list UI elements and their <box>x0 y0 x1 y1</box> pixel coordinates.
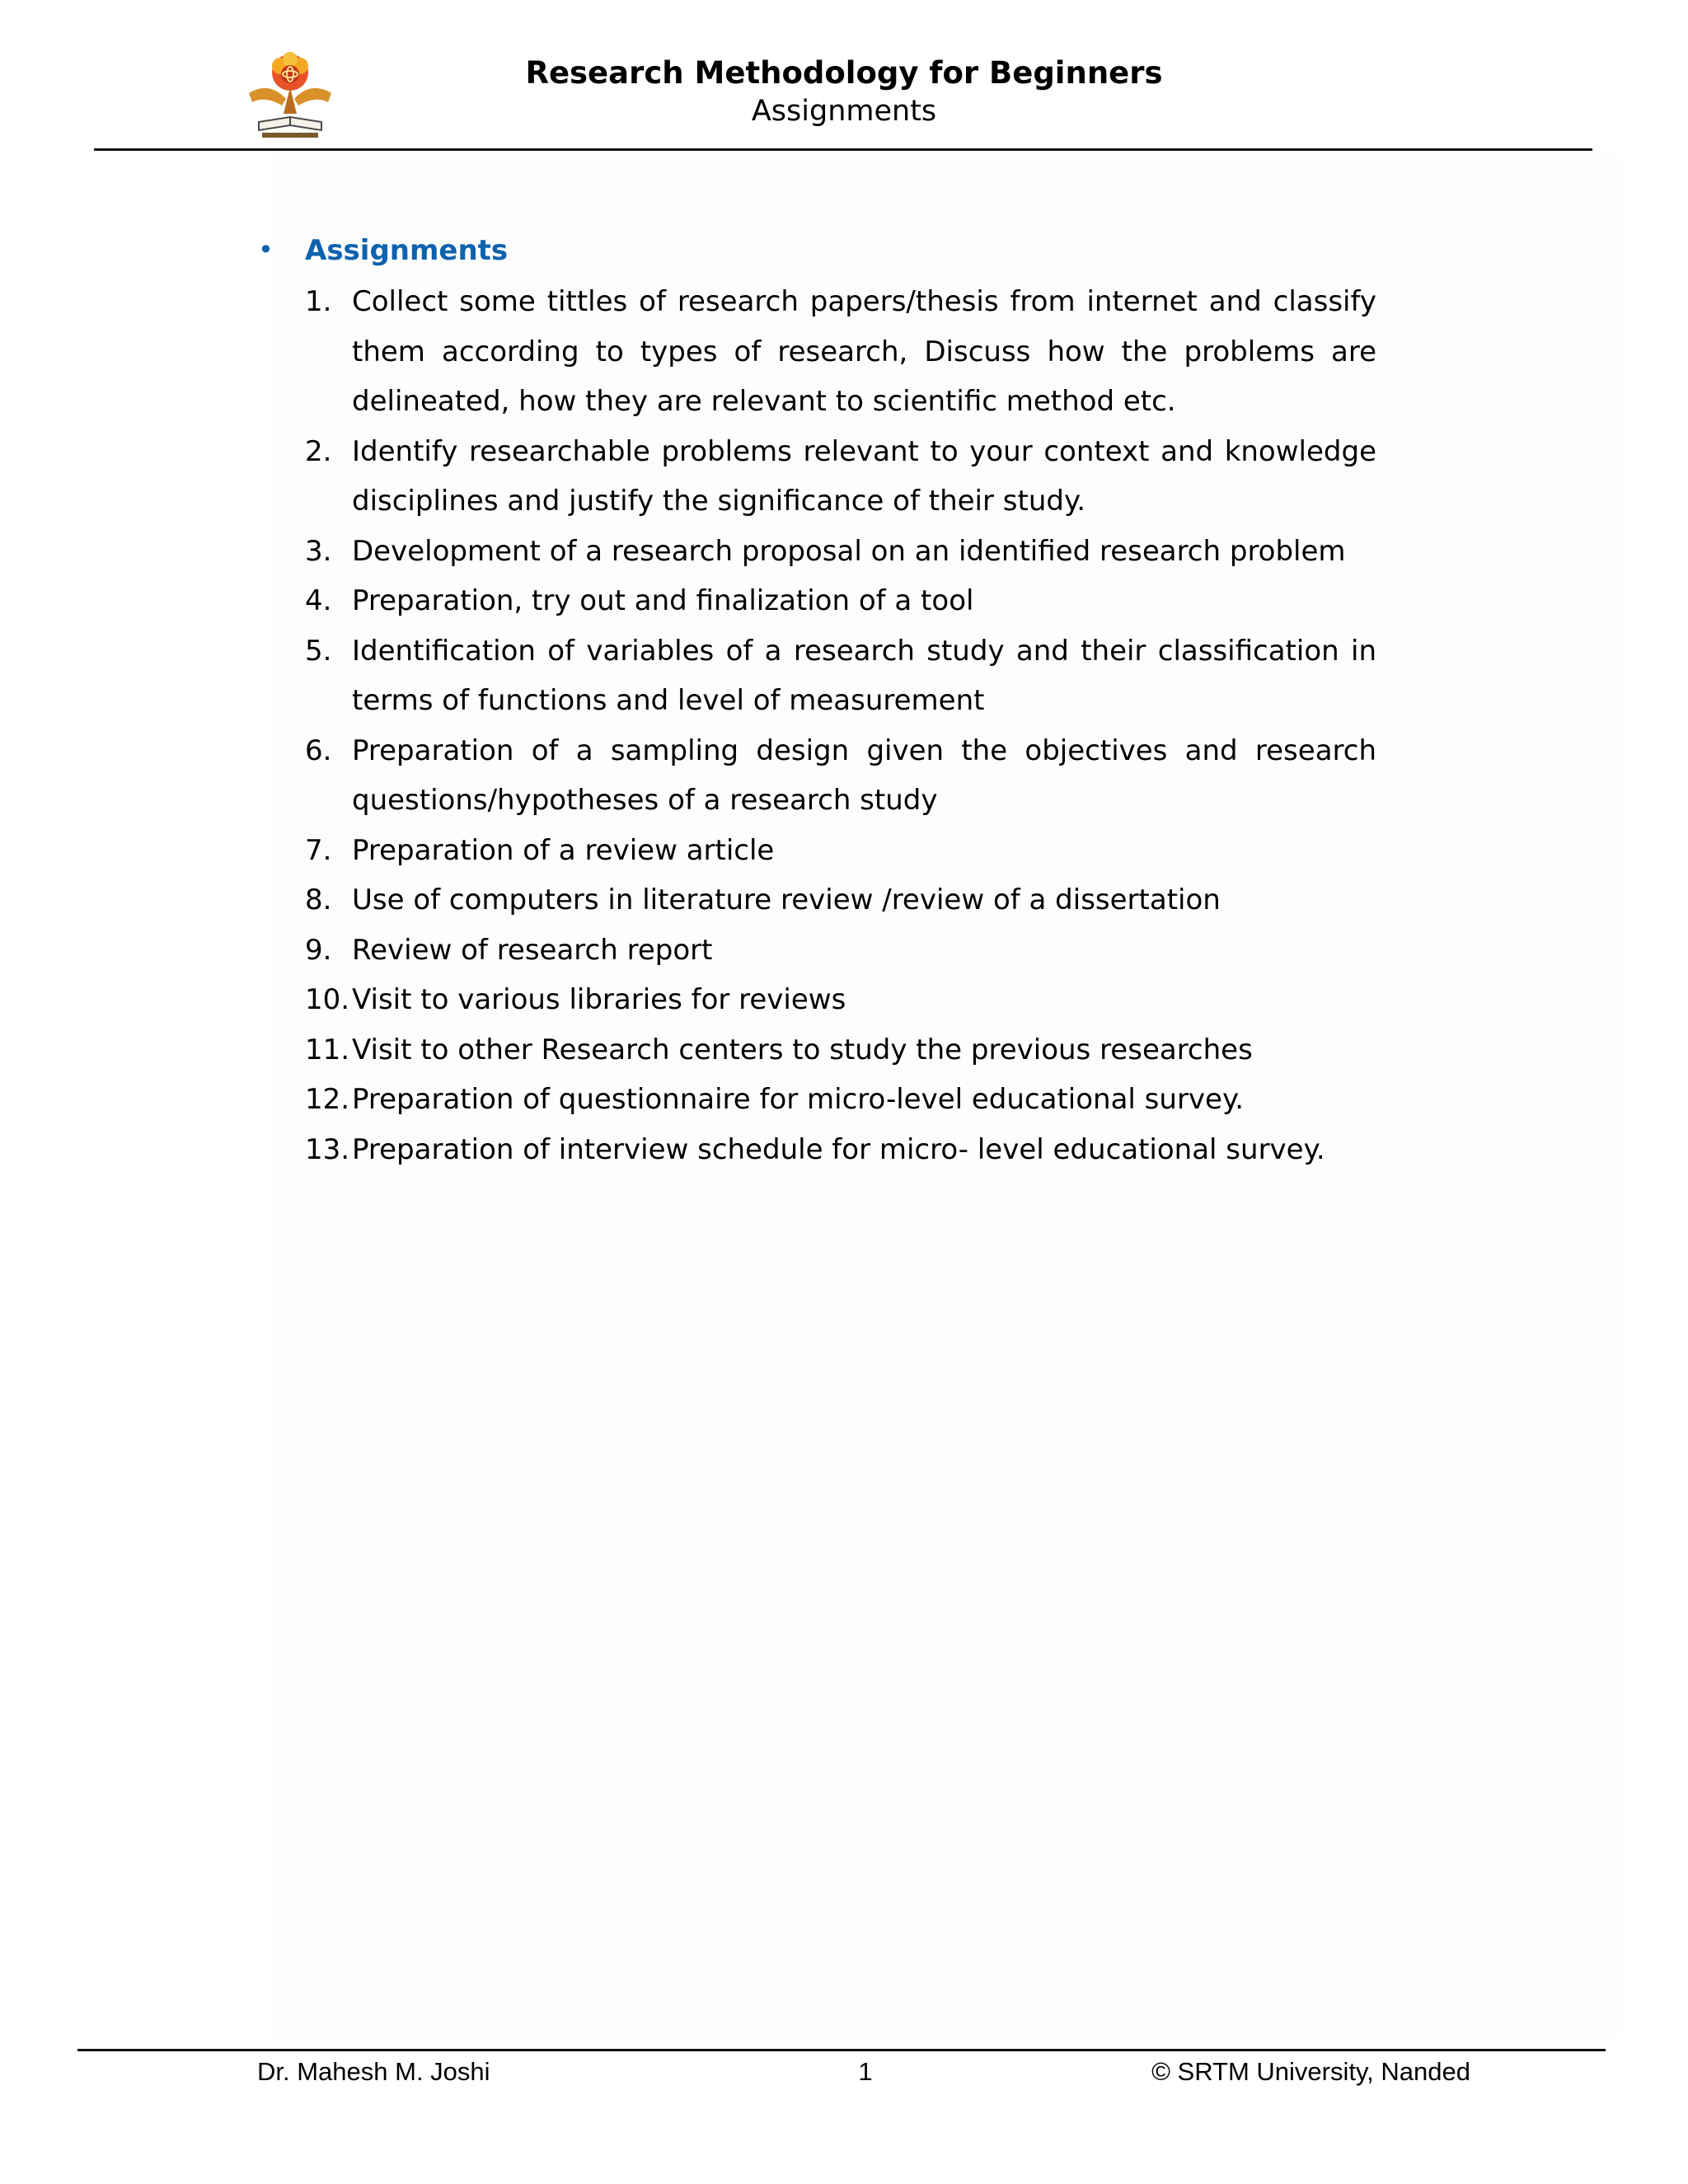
item-number: 6. <box>305 733 332 767</box>
item-text: Preparation of a sampling design given the objectives and research questions/hypotheses of a research study <box>352 733 1376 817</box>
item-text: Identification of variables of a research study and their classification in terms of functions and level of measurement <box>352 634 1376 717</box>
list-item <box>305 576 1376 626</box>
list-item <box>305 626 1376 726</box>
item-text: Review of research report <box>352 933 713 967</box>
page-number: 1 <box>858 2057 873 2086</box>
item-number: 13. <box>305 1132 350 1166</box>
list-item <box>305 875 1376 926</box>
header-divider <box>94 148 1592 151</box>
item-number: 9. <box>305 933 332 967</box>
item-number: 12. <box>305 1083 350 1116</box>
document-subtitle: Assignments <box>751 95 937 128</box>
item-number: 10. <box>305 983 350 1016</box>
item-text: Preparation of interview schedule for micro- level educational survey. <box>352 1132 1325 1166</box>
list-item <box>305 427 1376 527</box>
list-item <box>305 975 1376 1025</box>
list-item <box>305 726 1376 826</box>
item-text: Visit to other Research centers to study the previous researches <box>352 1033 1253 1066</box>
list-item <box>305 527 1376 577</box>
list-item <box>305 1075 1376 1125</box>
item-text: Visit to various libraries for reviews <box>352 983 846 1016</box>
list-item <box>305 277 1376 427</box>
item-text: Development of a research proposal on an identified research problem <box>352 534 1346 568</box>
item-number: 8. <box>305 883 332 916</box>
list-item <box>305 1125 1376 1175</box>
list-item <box>305 926 1376 976</box>
item-text: Preparation, try out and finalization of a tool <box>352 584 974 617</box>
footer-author: Dr. Mahesh M. Joshi <box>257 2057 490 2086</box>
item-number: 3. <box>305 534 332 568</box>
item-number: 5. <box>305 634 332 668</box>
item-number: 2. <box>305 434 332 468</box>
item-text: Use of computers in literature review /review of a dissertation <box>352 883 1221 916</box>
section-heading: Assignments <box>305 234 509 267</box>
item-number: 4. <box>305 584 332 617</box>
list-item <box>305 1025 1376 1076</box>
footer-copyright: © SRTM University, Nanded <box>1151 2057 1470 2086</box>
item-text: Collect some tittles of research papers/thesis from internet and classify them according to types of research, Discuss how the problems are delineated, how they are relevant to scientific method etc. <box>352 285 1376 418</box>
section-bullet: • <box>258 234 274 265</box>
assignment-list <box>305 277 1376 1174</box>
item-number: 11. <box>305 1033 350 1066</box>
item-number: 1. <box>305 285 332 318</box>
item-text: Preparation of questionnaire for micro-level educational survey. <box>352 1083 1245 1116</box>
item-text: Preparation of a review article <box>352 833 775 867</box>
item-number: 7. <box>305 833 332 867</box>
item-text: Identify researchable problems relevant to your context and knowledge disciplines and justify the significance of their study. <box>352 434 1376 518</box>
footer-divider <box>77 2049 1606 2051</box>
list-item <box>305 826 1376 876</box>
document-title: Research Methodology for Beginners <box>525 55 1163 91</box>
